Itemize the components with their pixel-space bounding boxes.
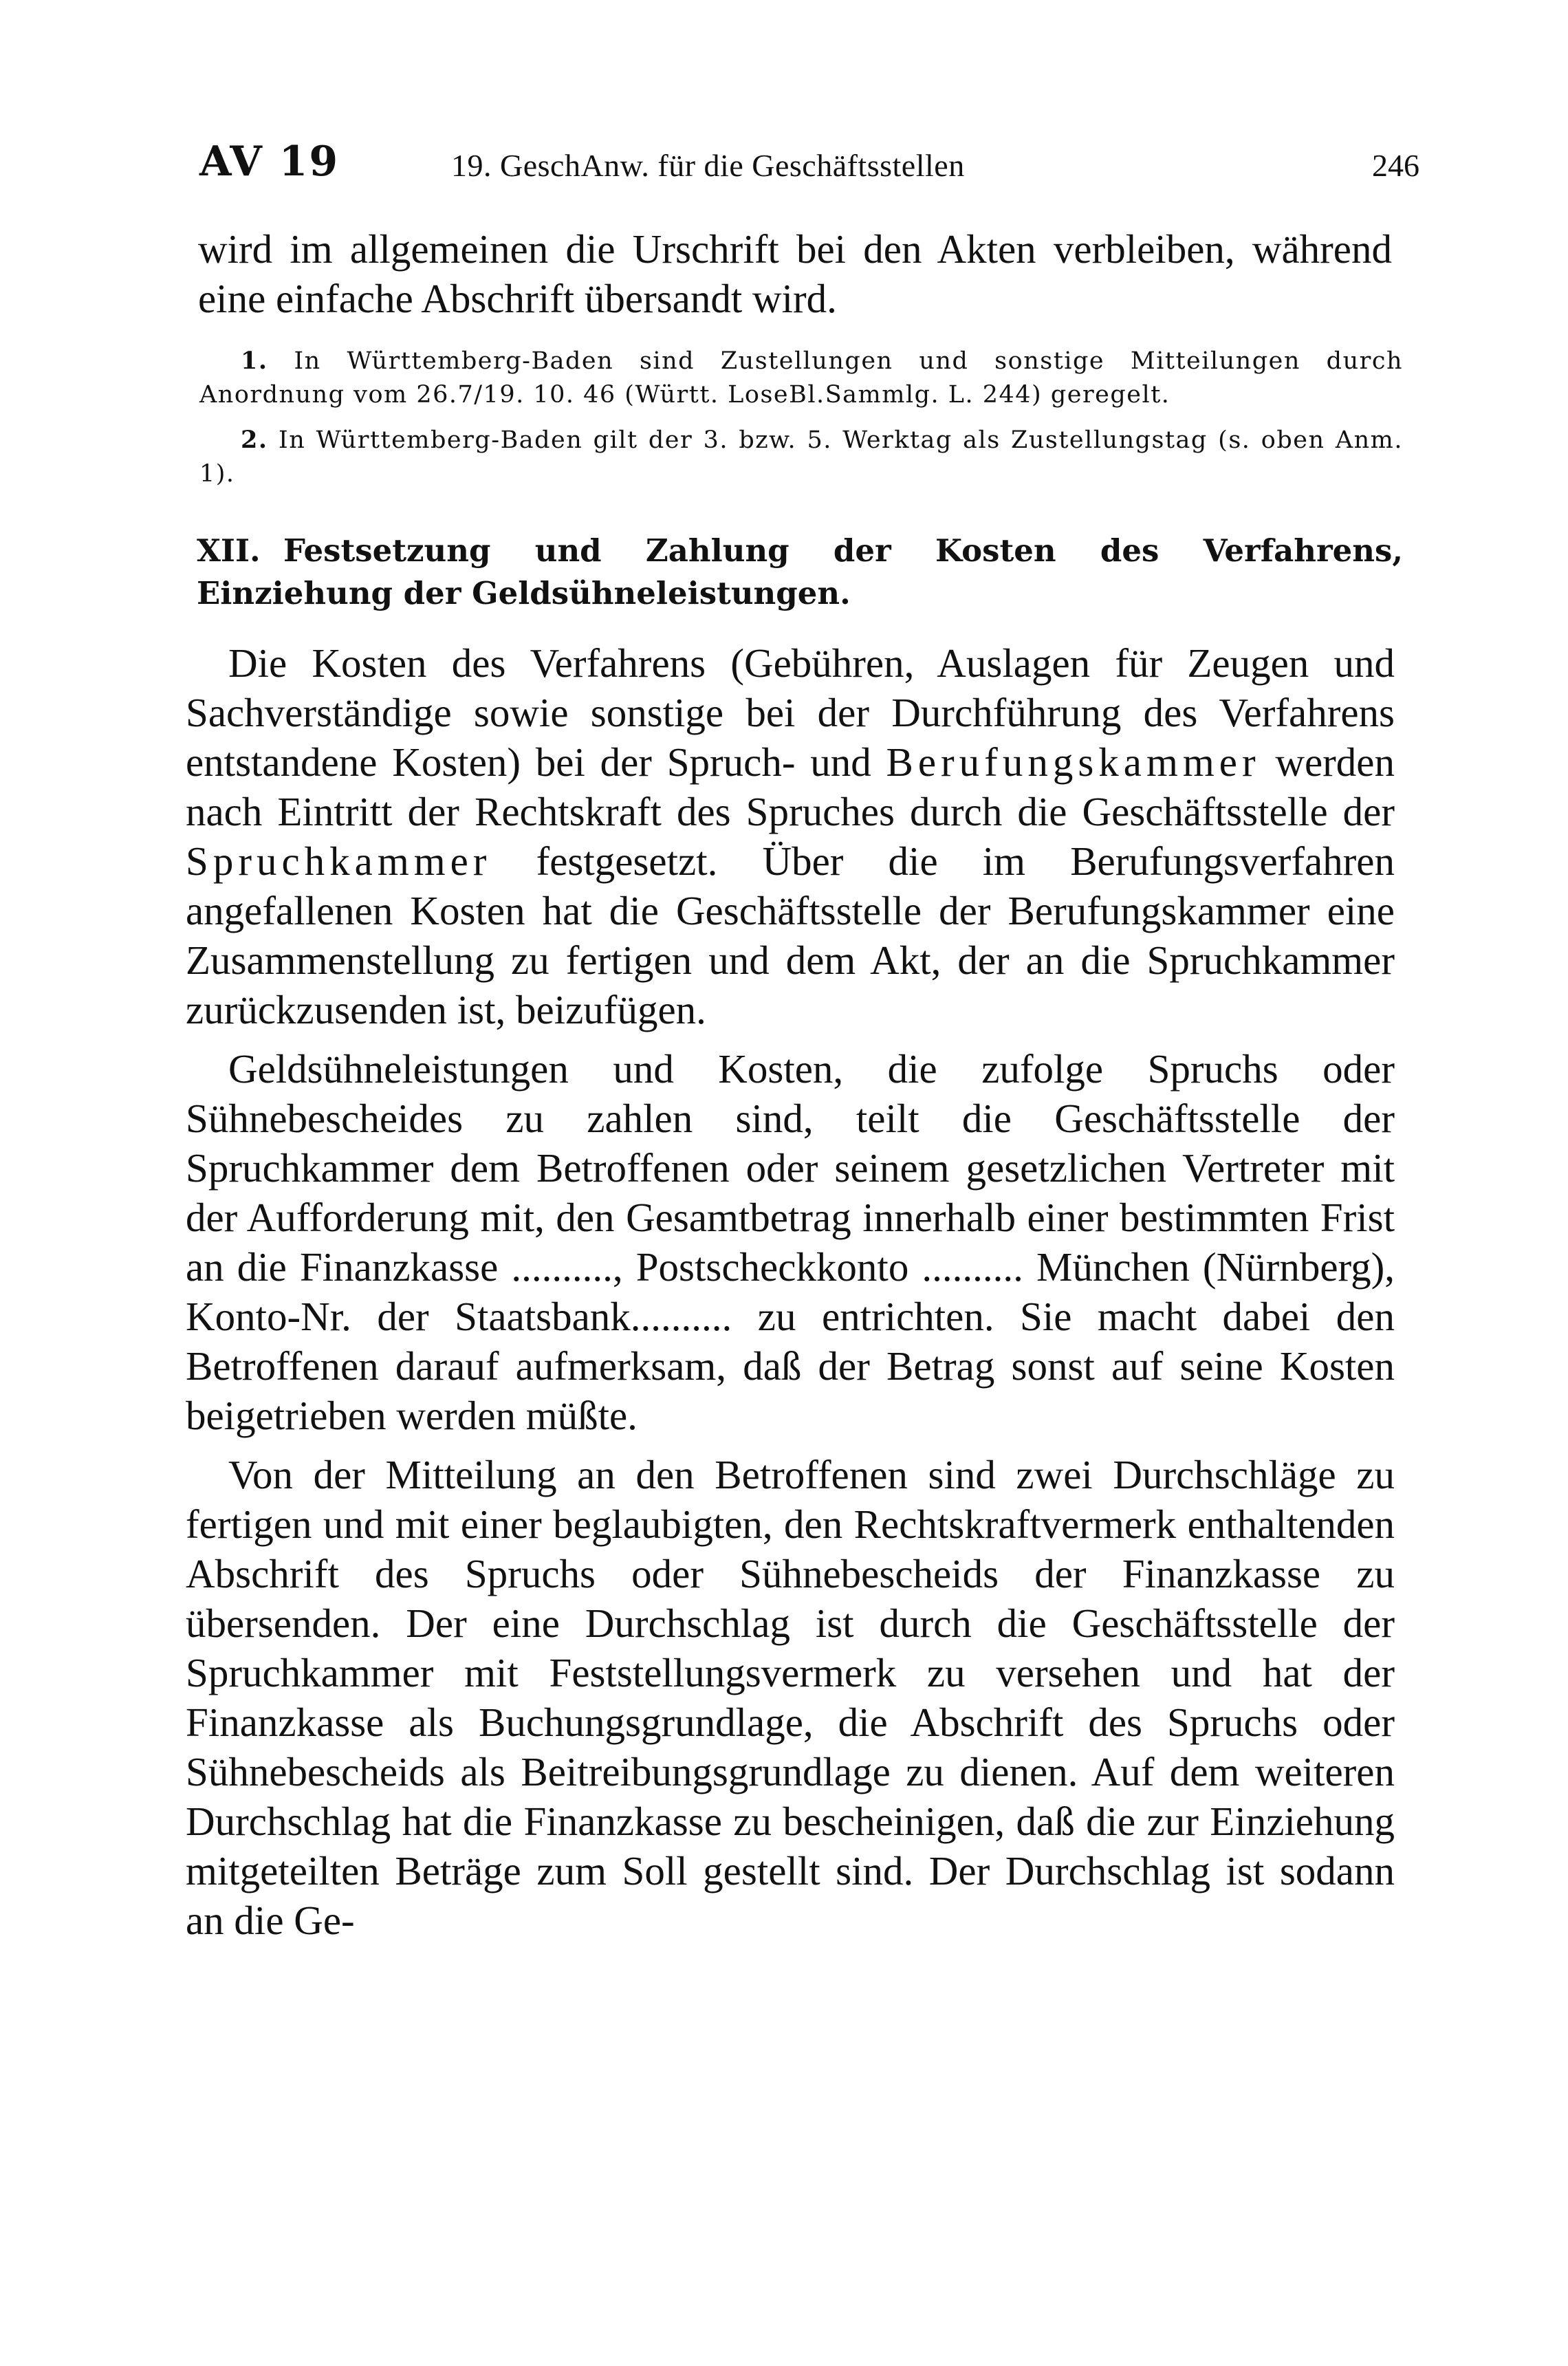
note-text: In Württemberg-Baden gilt der 3. bzw. 5. Werktag als Zustellungstag (s. oben Anm. 1). (199, 426, 1403, 488)
paragraph-costs (186, 638, 1395, 1034)
section-body (182, 638, 1419, 1945)
book-page (182, 138, 1419, 1945)
note-number: 2. (241, 426, 268, 454)
notes-block (182, 344, 1419, 491)
continuation-block (182, 224, 1419, 323)
note-1 (199, 344, 1403, 412)
section-title: Festsetzung und Zahlung der Kosten des Verfahrens, Einziehung der Geldsühneleistungen. (197, 532, 1403, 611)
running-head (182, 138, 1419, 199)
paragraph-payment: Geldsühneleistungen und Kosten, die zufolge Spruchs oder Sühnebescheides zu zahlen sind, teilt die Geschäftsstelle der Spruchkammer dem Betroffenen oder seinem gesetzlichen Vertreter mit der Aufforderung mit, den Gesamtbetrag innerhalb einer bestimmten Frist an die Finanzkasse .........., Postscheckkonto .......... München (Nürnberg), Konto-Nr. der Staatsbank.......... zu entrichten. Sie macht dabei den Betroffenen darauf aufmerksam, daß der Betrag sonst auf seine Kosten beigetrieben werden müßte. (186, 1046, 1395, 1438)
note-2 (199, 423, 1403, 491)
section-heading (182, 530, 1419, 615)
paragraph-text: werden nach Eintritt der Rechtskraft des Spruches durch die Geschäftsstelle der (186, 739, 1395, 834)
section-numeral: XII. (197, 532, 261, 569)
continuation-paragraph: wird im allgemeinen die Urschrift bei den Akten verbleiben, während eine einfache Abschrift übersandt wird. (198, 226, 1392, 321)
emphasis-text: Berufungskammer (886, 739, 1261, 785)
page-number: 246 (1372, 148, 1419, 183)
paragraph-text: festgesetzt. Über die im Berufungsverfahren angefallenen Kosten hat die Geschäftsstelle der Berufungskammer eine Zusammenstellung zu fertigen und dem Akt, der an die Spruchkammer zurückzusenden ist, beizufügen. (186, 838, 1395, 1032)
running-title: 19. GeschAnw. für die Geschäftsstellen (451, 148, 965, 183)
emphasis-text: Spruchkammer (186, 838, 492, 884)
section-code: AV 19 (199, 138, 340, 186)
paragraph-text: Die Kosten des Verfahrens (Gebühren, Auslagen für Zeugen und Sachverständige sowie sonstige bei der Durchführung des Verfahrens entstandene Kosten) bei der Spruch- und (186, 640, 1395, 785)
paragraph-copies: Von der Mitteilung an den Betroffenen sind zwei Durchschläge zu fertigen und mit einer beglaubigten, den Rechtskraftvermerk enthaltenden Abschrift des Spruchs oder Sühnebescheids der Finanzkasse zu übersenden. Der eine Durchschlag ist durch die Geschäftsstelle der Spruchkammer mit Feststellungsvermerk zu versehen und hat der Finanzkasse als Buchungsgrundlage, die Abschrift des Spruchs oder Sühnebescheids als Beitreibungsgrundlage zu dienen. Auf dem weiteren Durchschlag hat die Finanzkasse zu bescheinigen, daß die zur Einziehung mitgeteilten Beträge zum Soll gestellt sind. Der Durchschlag ist sodann an die Ge- (186, 1452, 1395, 1943)
note-number: 1. (241, 347, 268, 375)
note-text: In Württemberg-Baden sind Zustellungen und sonstige Mitteilungen durch Anordnung vom 26.7/19. 10. 46 (Württ. LoseBl.Sammlg. L. 244) geregelt. (199, 347, 1403, 409)
